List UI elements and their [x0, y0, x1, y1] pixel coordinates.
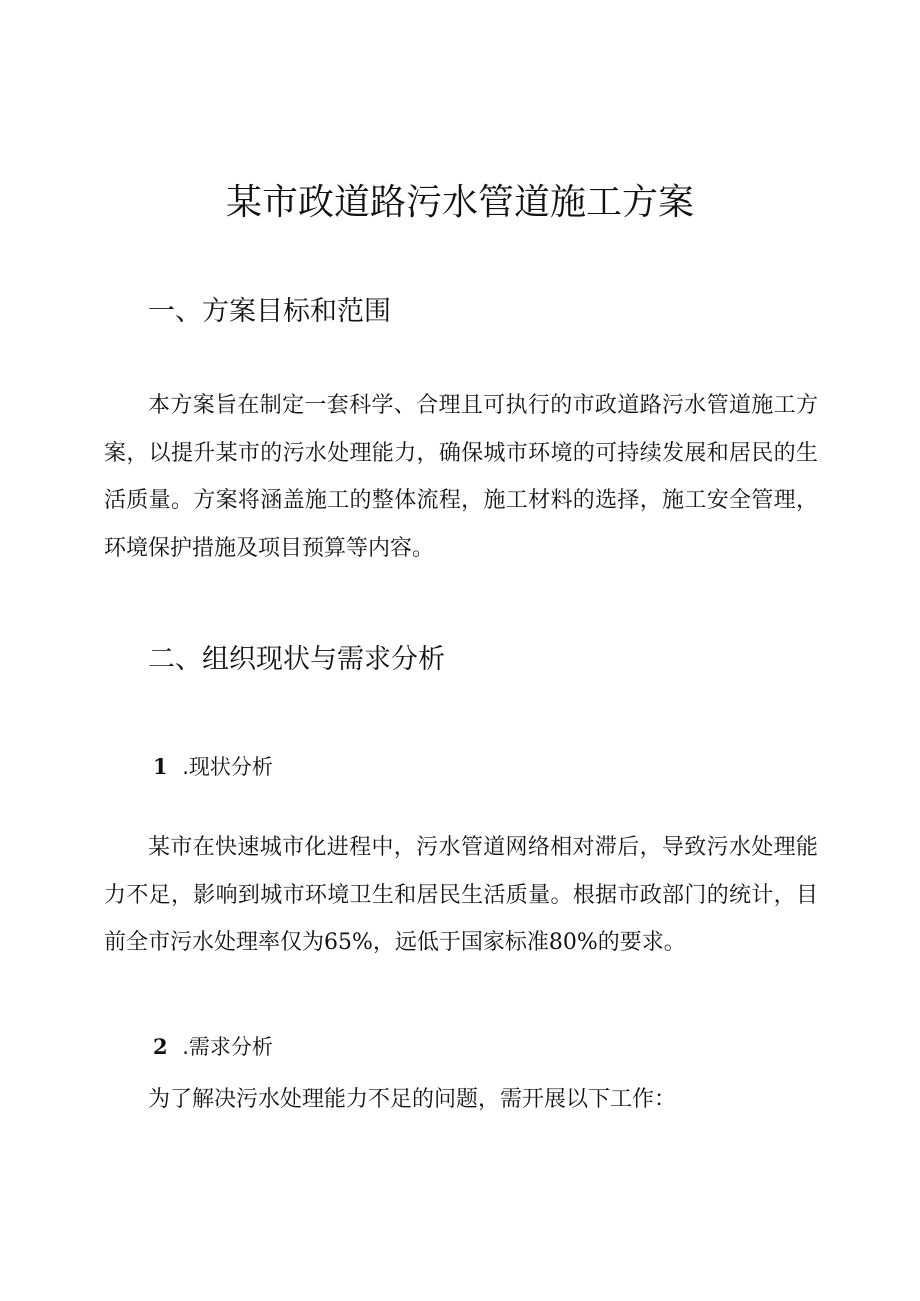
subsection-title: .现状分析	[182, 755, 273, 779]
subsection-heading-1	[153, 750, 273, 784]
section-heading-2: 二、组织现状与需求分析	[148, 644, 445, 675]
section-1-paragraph: 本方案旨在制定一套科学、合理且可执行的市政道路污水管道施工方案，以提升某市的污水处理能力，确保城市环境的可持续发展和居民的生活质量。方案将涵盖施工的整体流程，施工材料的选择，施工安全管理，环境保护措施及项目预算等内容。	[104, 393, 818, 561]
subsection-1-paragraph: 某市在快速城市化进程中，污水管道网络相对滞后，导致污水处理能力不足，影响到城市环境卫生和居民生活质量。根据市政部门的统计，目前全市污水处理率仅为65%，远低于国家标准80%的要求。	[104, 835, 818, 955]
subsection-title: .需求分析	[182, 1035, 273, 1059]
section-heading-1: 一、方案目标和范围	[148, 296, 391, 327]
subsection-heading-2	[153, 1030, 273, 1064]
page-title: 某市政道路污水管道施工方案	[225, 182, 694, 223]
subsection-2-paragraph: 为了解决污水处理能力不足的问题，需开展以下工作：	[148, 1087, 677, 1112]
subsection-number: 1	[153, 754, 168, 779]
subsection-number: 2	[153, 1034, 168, 1059]
